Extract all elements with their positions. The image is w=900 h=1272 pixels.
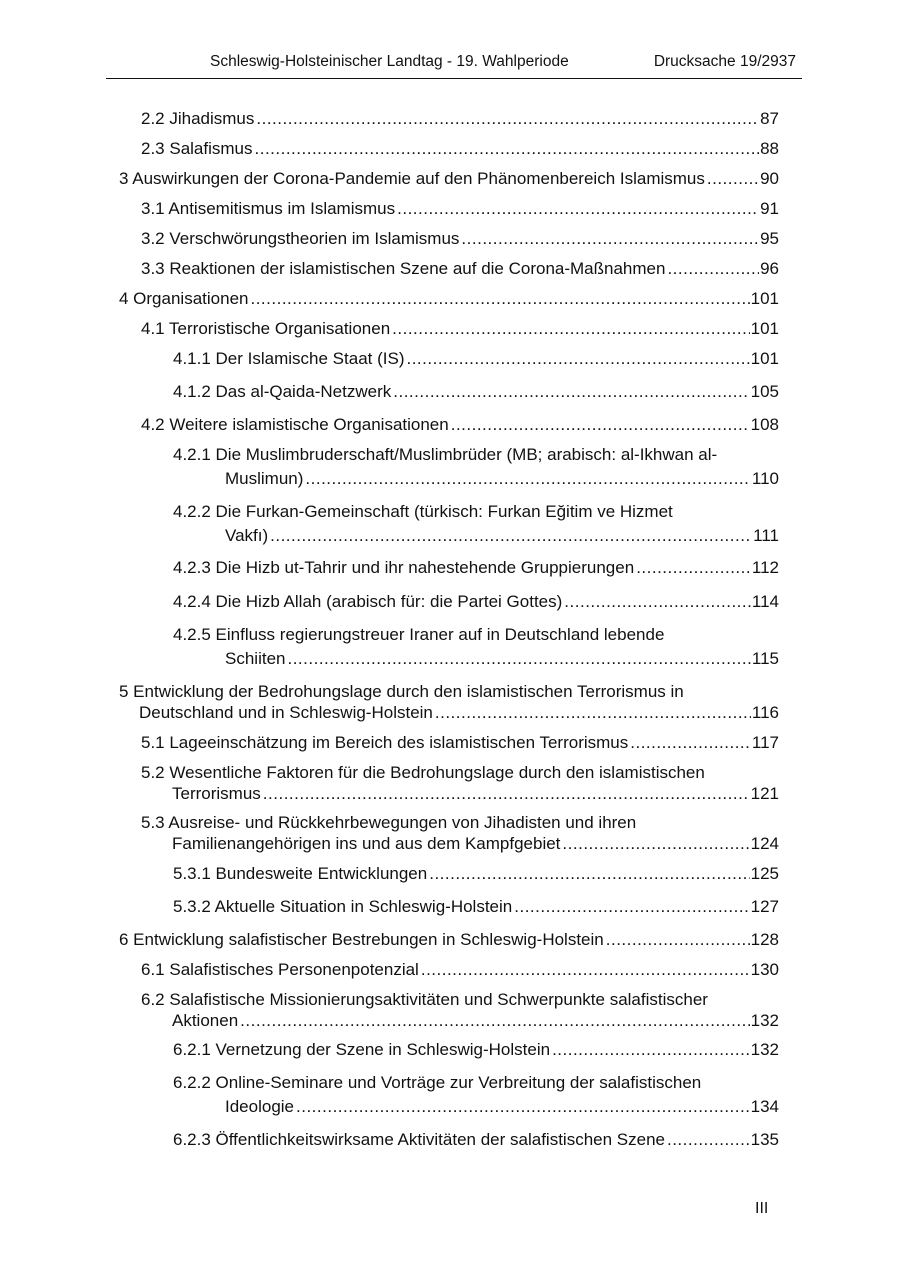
toc-leader-dots [667,258,759,279]
header-title: Schleswig-Holsteinischer Landtag - 19. Wahlperiode [210,53,569,70]
toc-entry-title: 4.2.1 Die Muslimbruderschaft/Muslimbrüder (MB; arabisch: al-Ikhwan al- [173,445,718,464]
toc-entry[interactable] [141,198,779,219]
toc-leader-dots [296,1096,750,1117]
toc-page-number: 130 [750,960,779,979]
toc-leader-dots [392,318,749,339]
toc-page-number: 96 [760,259,779,278]
toc-leader-dots [707,168,759,189]
toc-page-number: 115 [751,649,779,668]
toc-page-number: 101 [750,289,779,308]
toc-page-number: 132 [750,1040,779,1059]
toc-entry-title-continued: Vakfı) [225,526,269,545]
toc-page-number: 101 [750,349,779,368]
toc-page-number: 121 [750,784,779,803]
toc-entry-title: 5.2 Wesentliche Faktoren für die Bedrohungslage durch den islamistischen [141,763,705,782]
toc-leader-dots [305,468,750,489]
toc-entry[interactable] [141,812,779,854]
toc-leader-dots [667,1129,750,1150]
toc-entry-title-continued: Muslimun) [225,469,304,488]
toc-entry[interactable] [141,258,779,279]
toc-entry[interactable] [141,138,779,159]
toc-entry-title: 4.2.5 Einfluss regierungstreuer Iraner auf in Deutschland lebende [173,625,665,644]
toc-leader-dots [552,1039,750,1060]
toc-page-number: 132 [750,1011,779,1030]
toc-entry-title-continued: Aktionen [172,1011,239,1030]
toc-page-number: 90 [760,169,779,188]
toc-leader-dots [421,959,750,980]
toc-page-number: 117 [751,733,779,752]
toc-page-number: 127 [750,897,779,916]
toc-leader-dots [250,288,749,309]
toc-leader-dots [435,702,751,723]
toc-leader-dots [393,381,749,402]
toc-page-number: 91 [760,199,779,218]
header-document-number: Drucksache 19/2937 [653,53,796,70]
toc-entry[interactable] [119,681,779,723]
toc-entry-title: 4.1 Terroristische Organisationen [141,319,391,338]
toc-entry-title: 4.2 Weitere islamistische Organisationen [141,415,449,434]
toc-entry-title: 6.2.2 Online-Seminare und Vorträge zur Verbreitung der salafistischen [173,1073,702,1092]
toc-entry[interactable] [173,501,779,546]
toc-page-number: 114 [751,592,779,611]
toc-entry[interactable] [173,624,779,669]
toc-page-number: 134 [750,1097,779,1116]
toc-page-number: 101 [750,319,779,338]
page-number: III [755,1200,769,1217]
toc-page-number: 128 [750,930,779,949]
toc-entry[interactable] [119,288,779,309]
toc-entry-title: 5.3.1 Bundesweite Entwicklungen [173,864,428,883]
toc-entry[interactable] [173,381,779,402]
toc-entry[interactable] [173,896,779,917]
toc-entry[interactable] [119,929,779,950]
toc-entry-title: 3.1 Antisemitismus im Islamismus [141,199,396,218]
toc-entry-title: 6.1 Salafistisches Personenpotenzial [141,960,419,979]
toc-entry-title: 5 Entwicklung der Bedrohungslage durch den islamistischen Terrorismus in [119,682,684,701]
toc-entry-title-continued: Ideologie [225,1097,295,1116]
toc-leader-dots [429,863,749,884]
toc-entry[interactable] [141,414,779,435]
toc-entry-title: 4.2.2 Die Furkan-Gemeinschaft (türkisch: Furkan Eğitim ve Hizmet [173,502,673,521]
toc-entry-title-continued: Familienangehörigen ins und aus dem Kampfgebiet [172,834,561,853]
toc-entry[interactable] [173,557,779,578]
toc-leader-dots [606,929,750,950]
toc-page-number: 125 [750,864,779,883]
toc-entry-title: 4.2.3 Die Hizb ut-Tahrir und ihr nahestehende Gruppierungen [173,558,635,577]
toc-entry[interactable] [173,863,779,884]
toc-entry-title: 6.2.3 Öffentlichkeitswirksame Aktivitäten der salafistischen Szene [173,1130,665,1149]
toc-entry-title: 6.2.1 Vernetzung der Szene in Schleswig-Holstein [173,1040,551,1059]
toc-page-number: 88 [760,139,779,158]
toc-entry[interactable] [141,732,779,753]
toc-entry-title: 3.2 Verschwörungstheorien im Islamismus [141,229,460,248]
toc-leader-dots [562,833,749,854]
toc-leader-dots [255,138,760,159]
toc-page-number: 135 [750,1130,779,1149]
toc-leader-dots [451,414,750,435]
toc-page-number: 124 [750,834,779,853]
toc-entry[interactable] [173,348,779,369]
toc-leader-dots [564,591,751,612]
toc-entry-title: 4.1.2 Das al-Qaida-Netzwerk [173,382,392,401]
toc-entry-title: 4.1.1 Der Islamische Staat (IS) [173,349,405,368]
toc-entry-title: 4 Organisationen [119,289,249,308]
toc-page-number: 112 [751,558,779,577]
toc-entry[interactable] [141,318,779,339]
toc-page-number: 116 [751,703,779,722]
toc-entry-title: 3 Auswirkungen der Corona-Pandemie auf den Phänomenbereich Islamismus [119,169,705,188]
toc-entry-title: 5.3.2 Aktuelle Situation in Schleswig-Holstein [173,897,513,916]
toc-entry[interactable] [141,108,779,129]
toc-leader-dots [397,198,759,219]
toc-entry[interactable] [173,1039,779,1060]
toc-leader-dots [461,228,759,249]
toc-entry[interactable] [173,591,779,612]
toc-entry-title-continued: Terrorismus [172,784,261,803]
toc-entry[interactable] [141,959,779,980]
toc-entry[interactable] [119,168,779,189]
toc-entry-title: 2.3 Salafismus [141,139,253,158]
toc-leader-dots [636,557,751,578]
toc-entry-title: 6 Entwicklung salafistischer Bestrebungen in Schleswig-Holstein [119,930,604,949]
toc-entry-title: 4.2.4 Die Hizb Allah (arabisch für: die Partei Gottes) [173,592,563,611]
toc-entry-title-continued: Schiiten [225,649,286,668]
toc-leader-dots [263,783,750,804]
toc-entry[interactable] [141,228,779,249]
toc-entry[interactable] [173,444,779,489]
toc-page-number: 110 [751,469,779,488]
toc-page-number: 95 [760,229,779,248]
toc-entry-title: 5.1 Lageeinschätzung im Bereich des islamistischen Terrorismus [141,733,629,752]
toc-leader-dots [270,525,752,546]
toc-page-number: 108 [750,415,779,434]
toc-leader-dots [256,108,759,129]
toc-leader-dots [630,732,751,753]
toc-leader-dots [406,348,749,369]
toc-entry-title-continued: Deutschland und in Schleswig-Holstein [139,703,433,722]
toc-entry[interactable] [173,1072,779,1117]
toc-entry[interactable] [141,989,779,1031]
toc-entry[interactable] [141,762,779,804]
toc-page-number: 111 [753,526,779,545]
toc-entry-title: 3.3 Reaktionen der islamistischen Szene auf die Corona-Maßnahmen [141,259,666,278]
toc-leader-dots [240,1010,749,1031]
toc-leader-dots [287,648,750,669]
toc-page-number: 87 [760,109,779,128]
toc-entry-title: 6.2 Salafistische Missionierungsaktivitäten und Schwerpunkte salafistischer [141,990,708,1009]
toc-page-number: 105 [750,382,779,401]
toc-entry-title: 5.3 Ausreise- und Rückkehrbewegungen von Jihadisten und ihren [141,813,637,832]
toc-leader-dots [514,896,749,917]
toc-entry-title: 2.2 Jihadismus [141,109,255,128]
toc-entry[interactable] [173,1129,779,1150]
